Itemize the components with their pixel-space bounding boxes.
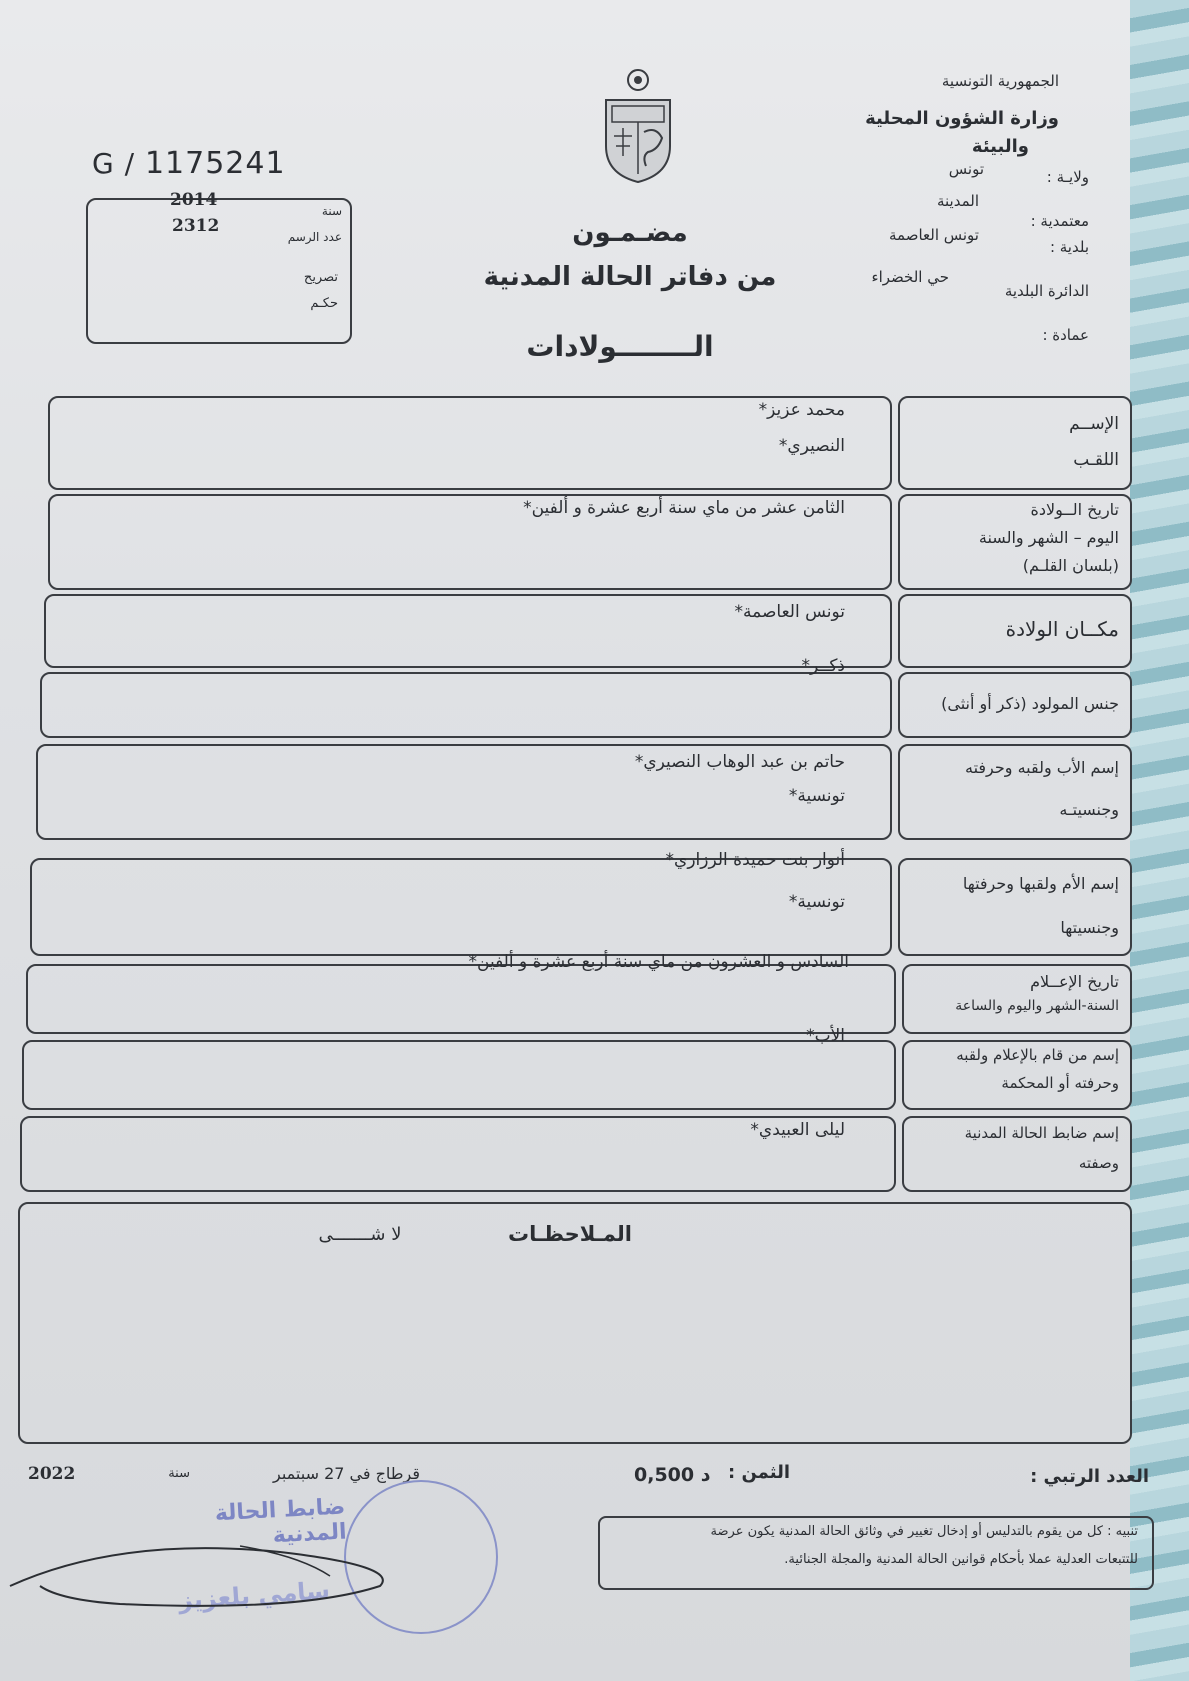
serial-number: [92, 146, 286, 181]
row-name-value-2: النصيري*: [778, 436, 845, 456]
title-line2: من دفاتر الحالة المدنية: [483, 262, 777, 292]
warning-line1: تنبيه : كل من يقوم بالتدليس أو إدخال تغيير في وثائق الحالة المدنية يكون عرضة: [710, 1524, 1138, 1539]
row-mother-label-1: إسم الأم ولقبها وحرفتها: [962, 874, 1119, 893]
ref-declaration-label: تصريح: [303, 270, 338, 285]
header-wilaya-value: تونس: [948, 160, 984, 178]
row-name-label-1: الإســم: [1069, 414, 1119, 434]
row-officer-label-1: إسم ضابط الحالة المدنية: [964, 1124, 1119, 1142]
coat-of-arms-emblem: [598, 66, 678, 186]
header-wilaya-label: ولايـة :: [1046, 168, 1089, 186]
header-republic: الجمهورية التونسية: [941, 72, 1059, 90]
title-section: الــــــــولادات: [526, 330, 714, 363]
header-motamadia-value: المدينة: [936, 192, 979, 210]
footer-price-value: 0,500 د: [634, 1464, 711, 1486]
row-declarant-value-box: [22, 1040, 896, 1110]
remarks-label: المـلاحظـات: [507, 1222, 633, 1246]
row-father-value-2: تونسية*: [788, 786, 845, 806]
row-officer-value: ليلى العبيدي*: [750, 1120, 845, 1140]
row-mother-label-2: وجنسيتها: [1060, 918, 1119, 937]
remarks-value: لا شـــــــى: [318, 1224, 402, 1245]
footer-order-label: العدد الرتبي :: [1030, 1466, 1149, 1487]
row-birthdate-label-1: تاريخ الــولادة: [1030, 500, 1119, 519]
ref-number-label: عدد الرسم: [287, 230, 342, 244]
serial-prefix: G /: [92, 147, 136, 180]
header-motamadia-label: معتمدية :: [1030, 212, 1089, 230]
footer-place-date: قرطاج في 27 سبتمبر: [273, 1464, 420, 1483]
footer-price-label: الثمن :: [727, 1462, 790, 1483]
row-declarant-label-1: إسم من قام بالإعلام ولقبه: [956, 1046, 1119, 1064]
header-omada-label: عمادة :: [1042, 326, 1089, 344]
row-declarant-label-2: وحرفته أو المحكمة: [1001, 1074, 1119, 1092]
row-mother-value-2: تونسية*: [788, 892, 845, 912]
handwritten-signature: [0, 1516, 420, 1636]
row-father-label-1: إسم الأب ولقبه وحرفته: [965, 758, 1119, 777]
row-declaration-date-value-box: [26, 964, 896, 1034]
row-declarant-value: الأب*: [806, 1026, 845, 1046]
row-declaration-date-label-2: السنة-الشهر واليوم والساعة: [955, 998, 1119, 1014]
row-declaration-date-label-1: تاريخ الإعــلام: [1030, 972, 1119, 991]
header-baladia-label: بلدية :: [1049, 238, 1089, 256]
title-line1: مضـمـون: [572, 218, 688, 248]
header-daira-label: الدائرة البلدية: [1004, 282, 1089, 300]
row-officer-label-2: وصفته: [1078, 1154, 1119, 1172]
row-birthdate-value: الثامن عشر من ماي سنة أربع عشرة و ألفين*: [523, 498, 845, 518]
footer-year-value: 2022: [28, 1464, 76, 1484]
row-birthdate-label-3: (بلسان القلـم): [1022, 556, 1119, 575]
row-name-label-2: اللقـب: [1073, 450, 1119, 470]
row-mother-value-1: أنوار بنت حميدة الرزاري*: [665, 850, 845, 870]
row-father-label-2: وجنسيتـه: [1059, 800, 1119, 819]
stamp-title: ضابط الحالة المدنية: [214, 1494, 348, 1549]
row-name-label-box: [898, 396, 1132, 490]
row-father-value-1: حاتم بن عبد الوهاب النصيري*: [634, 752, 845, 772]
row-birthplace-value: تونس العاصمة*: [734, 602, 845, 622]
header-ministry-line1: وزارة الشؤون المحلية: [865, 108, 1059, 129]
ref-year-value: 2014: [170, 190, 218, 210]
header-daira-value: حي الخضراء: [871, 268, 949, 286]
row-birthdate-label-2: اليوم – الشهر والسنة: [978, 528, 1119, 547]
row-sex-value-box: [40, 672, 892, 738]
row-name-value-1: محمد عزيز*: [758, 400, 845, 420]
stamp-name: سامي بلعزيز: [177, 1576, 331, 1615]
ref-judgment-label: حكـم: [310, 296, 338, 311]
row-declaration-date-value: السادس و العشرون من ماي سنة أربع عشرة و ألفين*: [468, 952, 849, 972]
header-ministry-line2: والبيئة: [971, 136, 1029, 157]
row-sex-value: ذكــر*: [801, 656, 845, 676]
ref-year-label: سنة: [321, 204, 342, 218]
row-birthplace-label: مكــان الولادة: [1005, 617, 1119, 641]
paper-edge-background: [1130, 0, 1189, 1681]
serial-value: 1175241: [144, 146, 286, 181]
footer-year-label: سنة: [168, 1466, 190, 1481]
header-baladia-value: تونس العاصمة: [889, 226, 979, 244]
row-sex-label: جنس المولود (ذكر أو أنثى): [941, 694, 1119, 713]
reference-box: [86, 190, 352, 344]
warning-line2: للتتبعات العدلية عملا بأحكام قوانين الحالة المدنية والمجلة الجنائية.: [784, 1552, 1138, 1567]
ref-number-value: 2312: [172, 216, 220, 236]
